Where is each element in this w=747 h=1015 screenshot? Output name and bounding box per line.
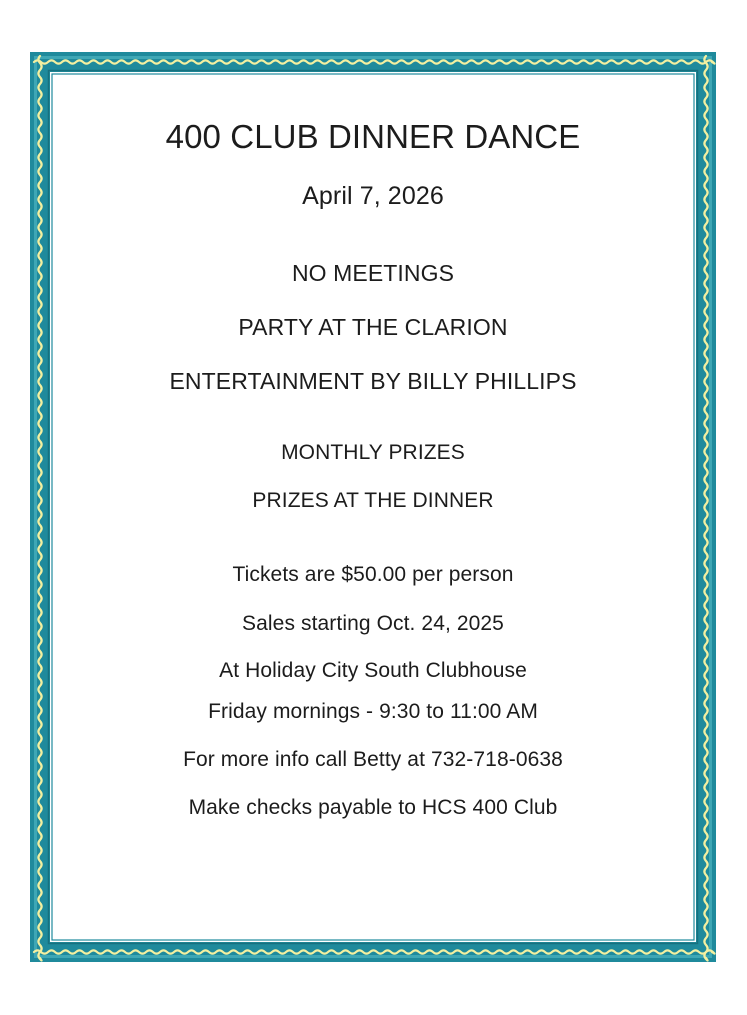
prize-monthly: MONTHLY PRIZES [281, 441, 465, 464]
contact-info: For more info call Betty at 732-718-0638 [183, 748, 563, 771]
payment-instructions: Make checks payable to HCS 400 Club [188, 796, 558, 819]
sales-start-date: Sales starting Oct. 24, 2025 [242, 612, 504, 635]
event-title: 400 CLUB DINNER DANCE [165, 118, 581, 155]
highlight-no-meetings: NO MEETINGS [291, 260, 455, 286]
highlight-entertainment: ENTERTAINMENT BY BILLY PHILLIPS [169, 368, 577, 394]
highlight-party-location: PARTY AT THE CLARION [238, 314, 508, 340]
prize-dinner: PRIZES AT THE DINNER [252, 489, 494, 512]
flyer-content [30, 52, 716, 962]
ticket-price: Tickets are $50.00 per person [232, 563, 514, 586]
event-date: April 7, 2026 [302, 182, 444, 210]
sales-location: At Holiday City South Clubhouse [219, 659, 527, 682]
sales-hours: Friday mornings - 9:30 to 11:00 AM [208, 700, 538, 723]
